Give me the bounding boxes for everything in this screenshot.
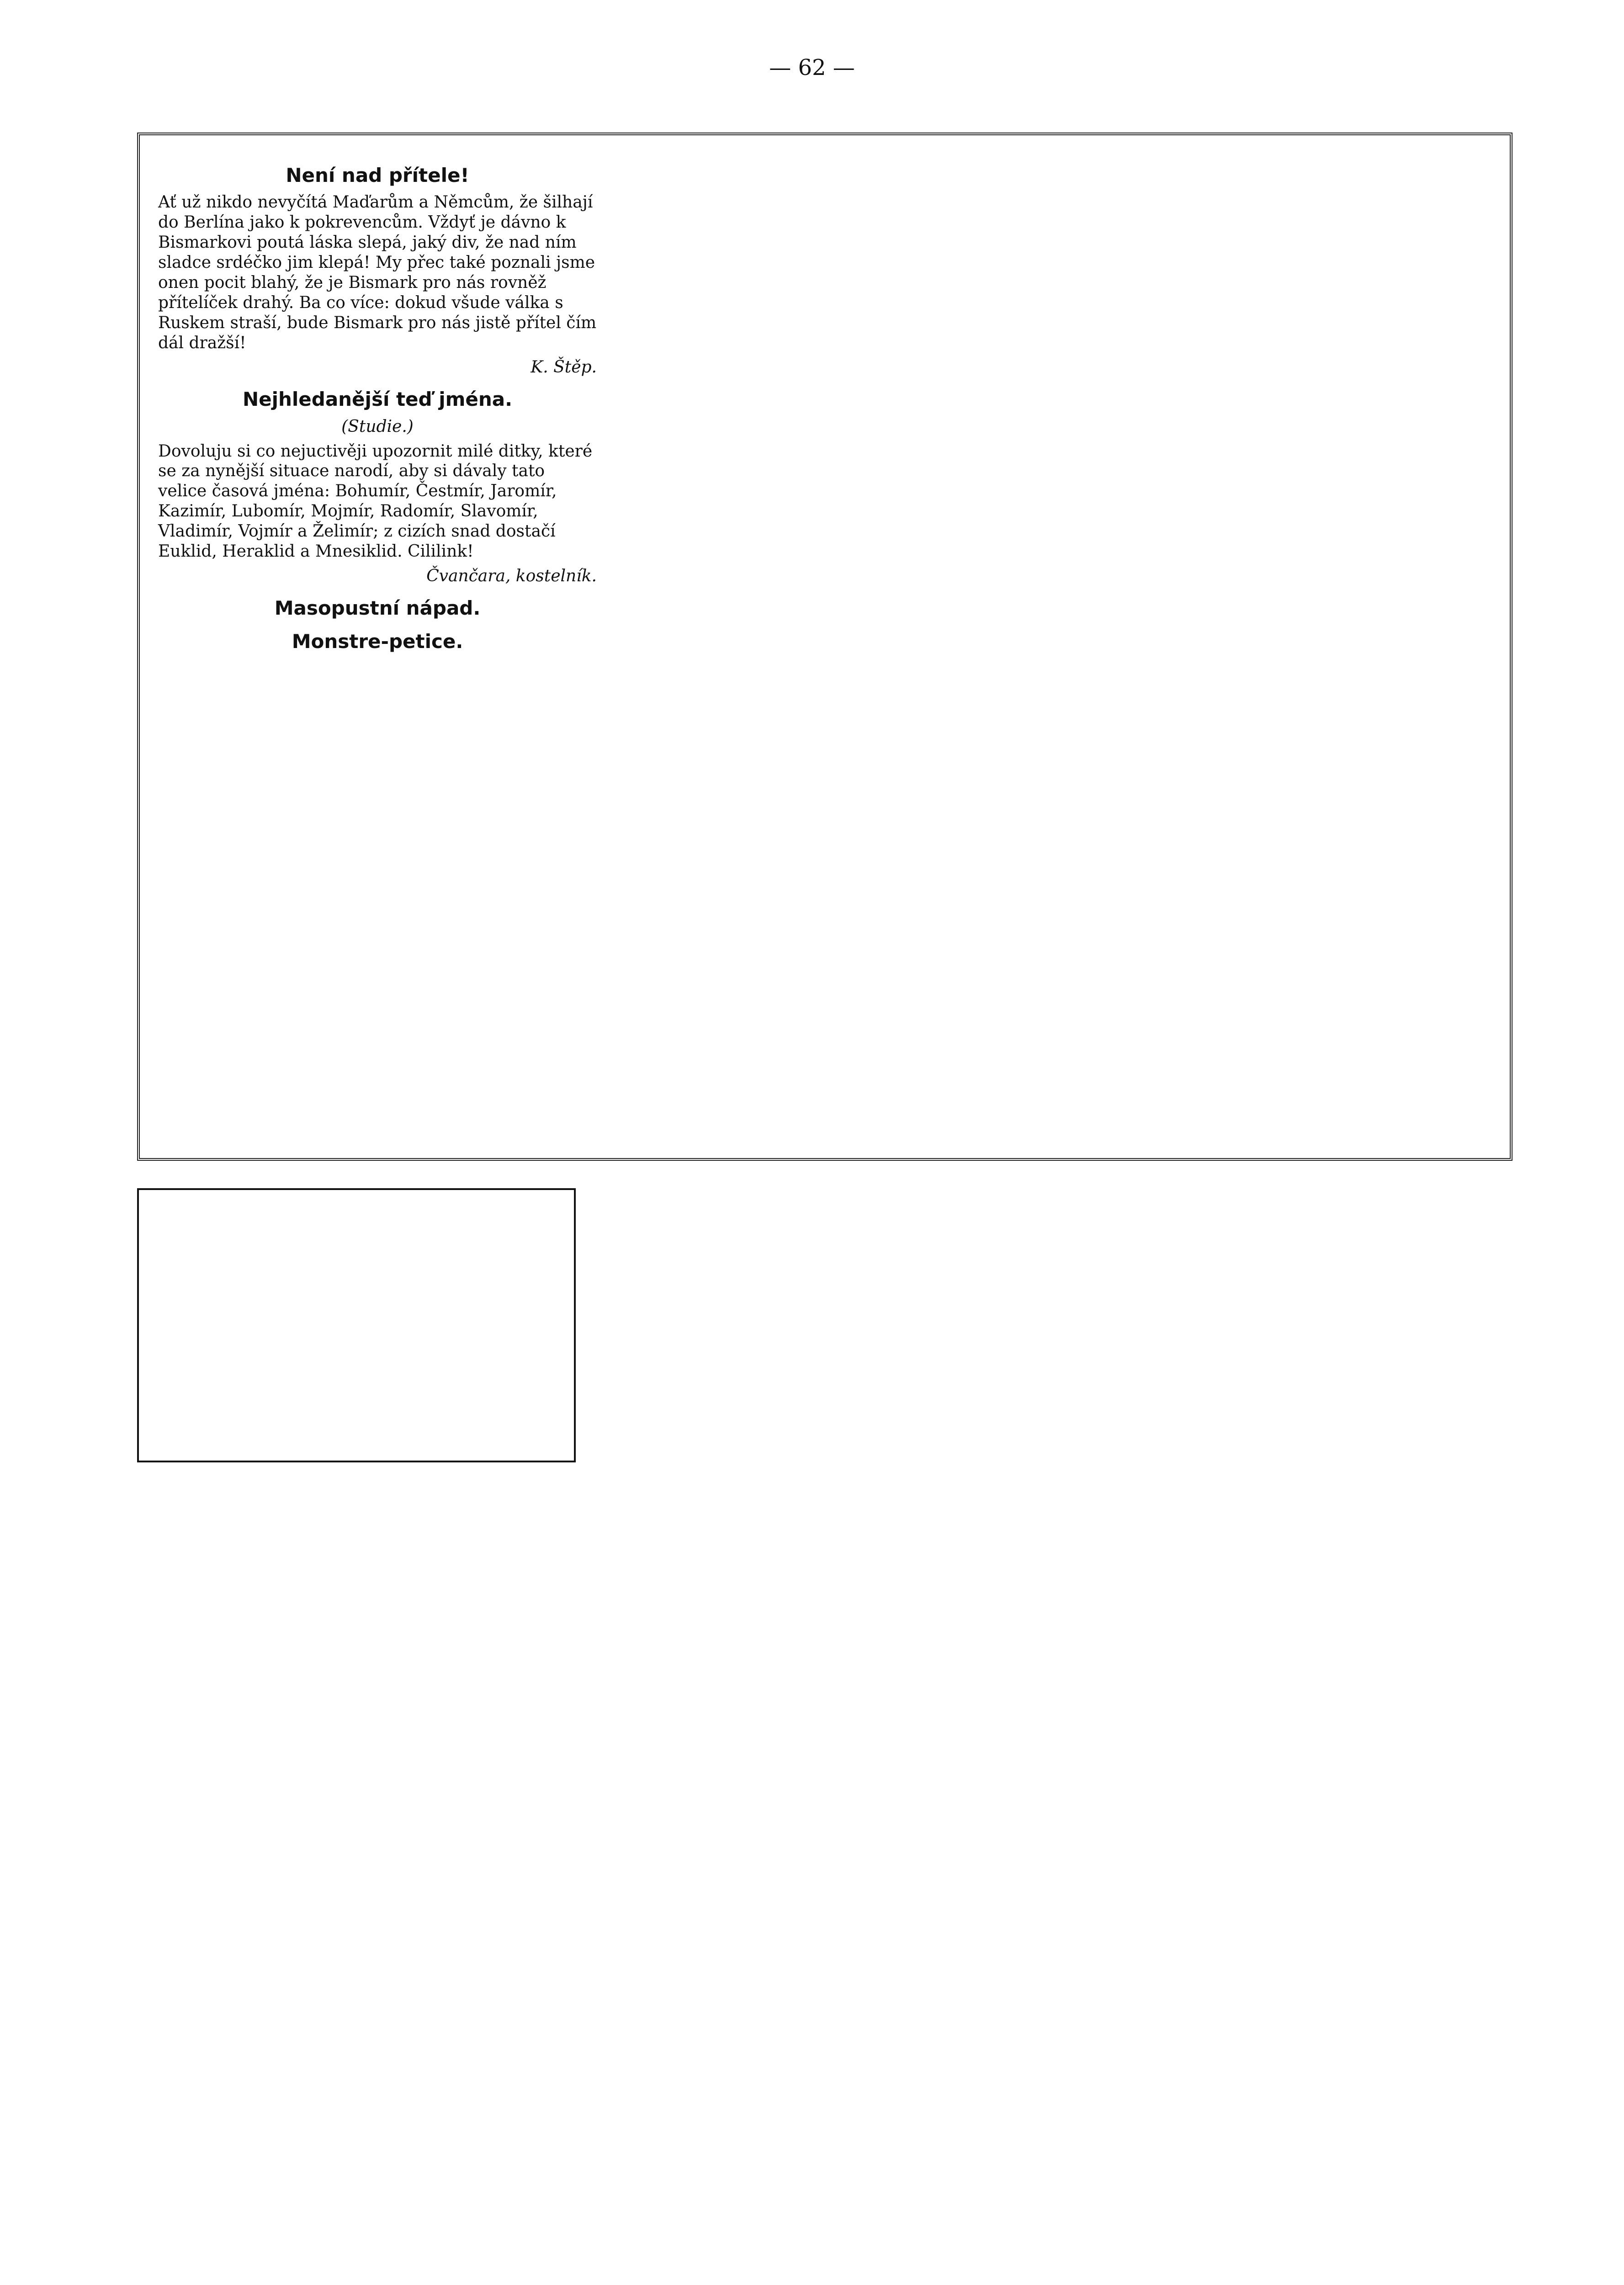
column-1 (158, 154, 597, 659)
article-title: Monstre-petice. (292, 630, 463, 653)
ad-box (137, 1188, 576, 1462)
article-text: Dovoluju si co nejuctivěji upozornit milé ditky, které se za nynější situace narodí, aby si dávaly tato velice časová jména: Bohumír, Čestmír, Jaromír, Kazimír, Lubomír, Mojmír, Radomír, Slavomír, Vladimír, Vojmír a Želimír; z cizích snad dostačí Euklid, Heraklid a Mnesiklid. Cililink! (158, 441, 593, 561)
poem-text: Ať už nikdo nevyčítá Maďarům a Němcům, že šilhají do Berlína jako k pokrevencům. Vždyť je dávno k Bismarkovi poutá láska slepá, jaký div, že nad ním sladce srdéčko jim klepá! My přec také poznali jsme onen pocit blahý, že je Bismark pro nás rovněž přítelíček drahý. Ba co více: dokud všude válka s Ruskem straší, bude Bismark pro nás jistě přítel čím dál dražší! (158, 193, 597, 352)
article-title: Masopustní nápad. (274, 596, 481, 619)
page-number: — 62 — (769, 55, 855, 80)
advertisements-area (137, 1188, 1513, 2102)
editorial-frame (137, 133, 1513, 1161)
signature: Čvančara, kostelník. (426, 566, 597, 585)
article-title: Není nad přítele! (286, 164, 469, 186)
article-title: Nejhledanější teď jména. (242, 388, 513, 411)
article-subtitle: (Studie.) (341, 417, 414, 436)
signature: K. Štěp. (531, 358, 597, 377)
